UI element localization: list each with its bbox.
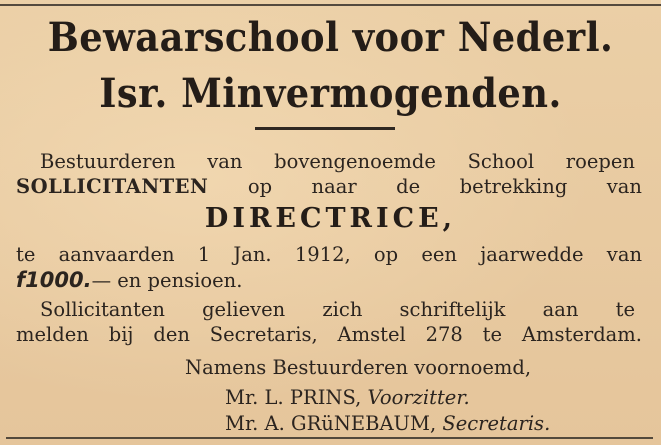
body-line-1: [40, 152, 635, 172]
body-line-2-text: op naar de betrekking van: [247, 175, 642, 198]
signature-intro: Namens Bestuurderen voornoemd,: [185, 356, 532, 379]
signature-signer-1: [225, 388, 470, 408]
top-border-rule: [0, 4, 661, 6]
signer-1-name: Mr. L. PRINS,: [225, 386, 362, 409]
salary-amount: f1000.: [16, 268, 92, 292]
bottom-border-rule: [6, 437, 653, 439]
signer-1-role: Voorzitter.: [367, 386, 470, 409]
signer-2-name: Mr. A. GRüNEBAUM,: [225, 412, 437, 435]
ad-heading-line-1: Bewaarschool voor Nederl.: [47, 14, 614, 61]
ad-heading-line-2: Isr. Minvermogenden.: [99, 70, 562, 117]
body-line-1-text: Bestuurderen van bovengenoemde School roepen: [40, 150, 635, 173]
signer-2-role: Secretaris.: [442, 412, 551, 435]
position-title: DIRECTRICE,: [204, 203, 457, 234]
body-line-3: te aanvaarden 1 Jan. 1912, op een jaarwedde van: [16, 243, 642, 266]
body-line-4: [16, 270, 242, 291]
body-line-5: Sollicitanten gelieven zich schriftelijk aan te: [40, 298, 635, 321]
body-line-6: melden bij den Secretaris, Amstel 278 te Amsterdam.: [16, 323, 642, 346]
heading-divider: [255, 127, 395, 130]
signature-signer-2: [225, 414, 550, 434]
sollicitanten-word: SOLLICITANTEN: [16, 175, 209, 198]
salary-rest-text: — en pensioen.: [91, 269, 243, 292]
body-line-2: [16, 177, 642, 197]
